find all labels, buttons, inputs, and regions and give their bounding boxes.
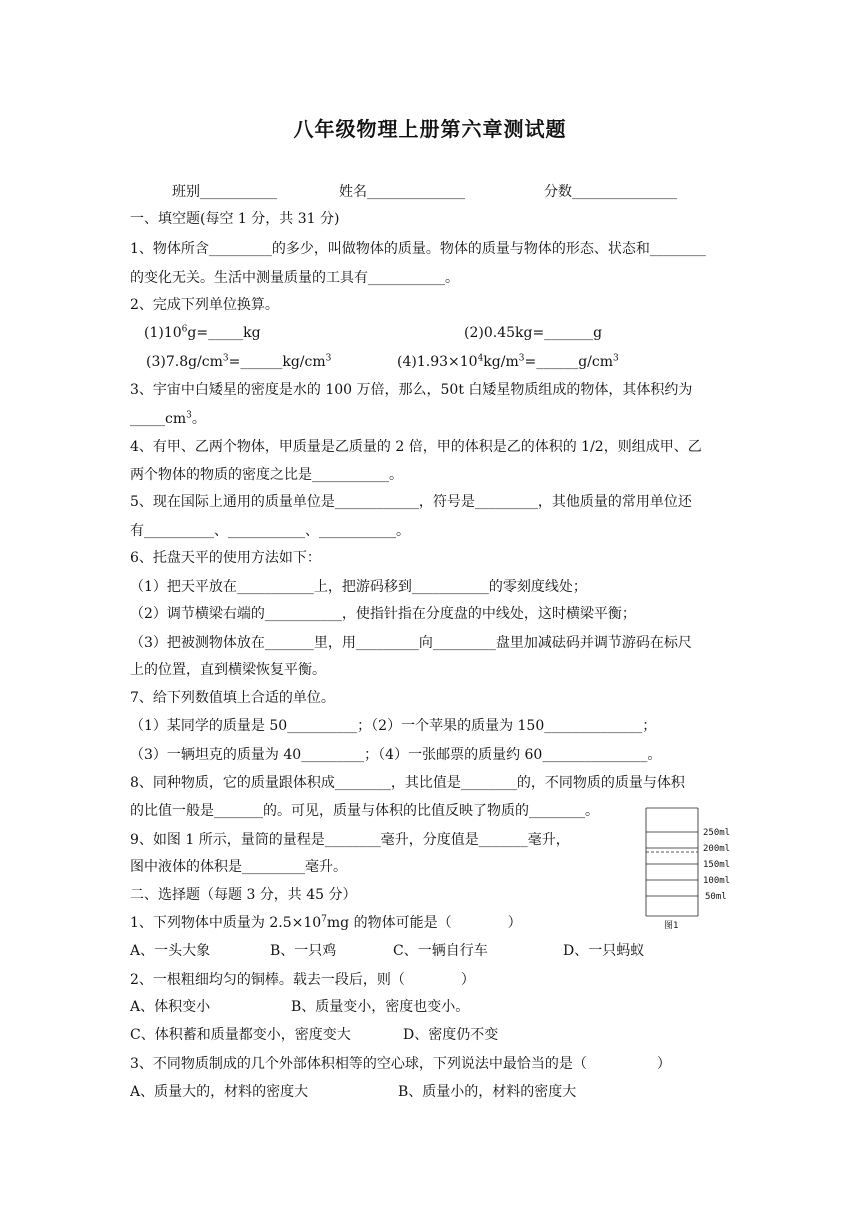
name-field: 姓名______________ (339, 184, 465, 200)
tick-label-200: 200ml (703, 844, 731, 854)
q7-heading: 7、给下列数值填上合适的单位。 (130, 690, 335, 706)
q3-line1: 3、宇宙中白矮星的密度是水的 100 万倍，那么，50t 白矮星物质组成的物体，其体积约为 (130, 382, 693, 398)
q4-line2: 两个物体的物质的密度之比是___________。 (130, 467, 403, 483)
section1-heading: 一、填空题(每空 1 分，共 31 分) (130, 211, 340, 227)
q2-item-2: (2)0.45kg=_______g (464, 325, 603, 341)
mc-q1-option-d: D、一只蚂蚁 (563, 943, 645, 959)
tick-label-250: 250ml (703, 828, 731, 838)
q6-item-1: （1）把天平放在___________上，把游码移到___________的零刻度线处； (130, 579, 587, 595)
mc-q1-option-c: C、一辆自行车 (393, 943, 488, 959)
q4-line1: 4、有甲、乙两个物体，甲质量是乙质量的 2 倍，甲的体积是乙的体积的 1/2，则组成甲、乙 (130, 439, 702, 455)
q6-item-3-line2: 上的位置，直到横梁恢复平衡。 (130, 662, 326, 678)
tick-label-150: 150ml (703, 860, 731, 870)
mc-q3-option-a: A、质量大的，材料的密度大 (130, 1084, 309, 1100)
q2-item-1: $(1)10^6g=\_\_\_\_\_kg$ (144, 324, 261, 341)
q1-line1: 1、物体所含_________的多少，叫做物体的质量。物体的质量与物体的形态、状态和________ (130, 241, 706, 257)
mc-q2-option-b: B、质量变小，密度也变小。 (291, 999, 470, 1015)
q1-line2: 的变化无关。生活中测量质量的工具有___________。 (130, 270, 459, 286)
mc-q1: 1、下列物体中质量为 $2.5\times 10^7mg$ 的物体可能是（ ） (130, 914, 522, 931)
q9-line1: 9、如图 1 所示，量筒的量程是________毫升，分度值是_______毫升， (130, 832, 570, 848)
q6-heading: 6、托盘天平的使用方法如下： (130, 550, 321, 566)
q7-items-3-4: （3）一辆坦克的质量为 40_________；（4）一张邮票的质量约 60_______________。 (130, 747, 662, 763)
mc-q2: 2、一根粗细均匀的铜棒。载去一段后，则（ ） (130, 972, 475, 988)
q5-line2: 有__________、___________、___________。 (130, 523, 410, 539)
tick-label-50: 50ml (705, 892, 727, 902)
mc-q2-option-c: C、体积蓄和质量都变小，密度变大 (130, 1027, 351, 1043)
q2-item-4: $(4)1.93\times 10^4kg/m^3=\_\_\_\_\_\_g/cm^3$ (397, 353, 619, 370)
q5-line1: 5、现在国际上通用的质量单位是____________，符号是_________，其他质量的常用单位还 (130, 494, 692, 510)
tick-label-100: 100ml (703, 876, 731, 886)
q6-item-2: （2）调节横梁右端的___________，使指针指在分度盘的中线处，这时横梁平衡； (130, 606, 636, 622)
q6-item-3-line1: （3）把被测物体放在_______里，用_________向_________盘里加减砝码并调节游码在标尺 (130, 635, 692, 651)
q3-line2: $\_\_\_\_\_cm^3$。 (130, 410, 206, 427)
mc-q1-option-b: B、一只鸡 (270, 943, 337, 959)
mc-q3: 3、不同物质制成的几个外部体积相等的空心球，下列说法中最恰当的是（ ） (130, 1056, 671, 1072)
mc-q2-option-d: D、密度仍不变 (403, 1027, 499, 1043)
q2-heading: 2、完成下列单位换算。 (130, 297, 279, 313)
q7-items-1-2: （1）某同学的质量是 50__________；（2）一个苹果的质量为 150______________； (130, 718, 657, 734)
page-title: 八年级物理上册第六章测试题 (293, 117, 567, 141)
mc-q3-option-b: B、质量小的，材料的密度大 (398, 1084, 577, 1100)
figure-caption: 图1 (664, 921, 679, 931)
section2-heading: 二、选择题（每题 3 分，共 45 分） (130, 887, 357, 903)
mc-q1-option-a: A、一头大象 (130, 943, 211, 959)
class-field: 班别___________ (172, 184, 277, 200)
q2-item-3: $(3)7.8g/cm^3=\_\_\_\_\_\_kg/cm^3$ (146, 353, 332, 370)
q8-line2: 的比值一般是_______的。可见，质量与体积的比值反映了物质的________。 (130, 803, 599, 819)
q9-line2: 图中液体的体积是_________毫升。 (130, 859, 347, 875)
mc-q2-option-a: A、体积变小 (130, 999, 211, 1015)
score-field: 分数_______________ (544, 184, 677, 200)
q8-line1: 8、同种物质，它的质量跟体积成________，其比值是________的，不同物质的质量与体积 (130, 775, 685, 791)
